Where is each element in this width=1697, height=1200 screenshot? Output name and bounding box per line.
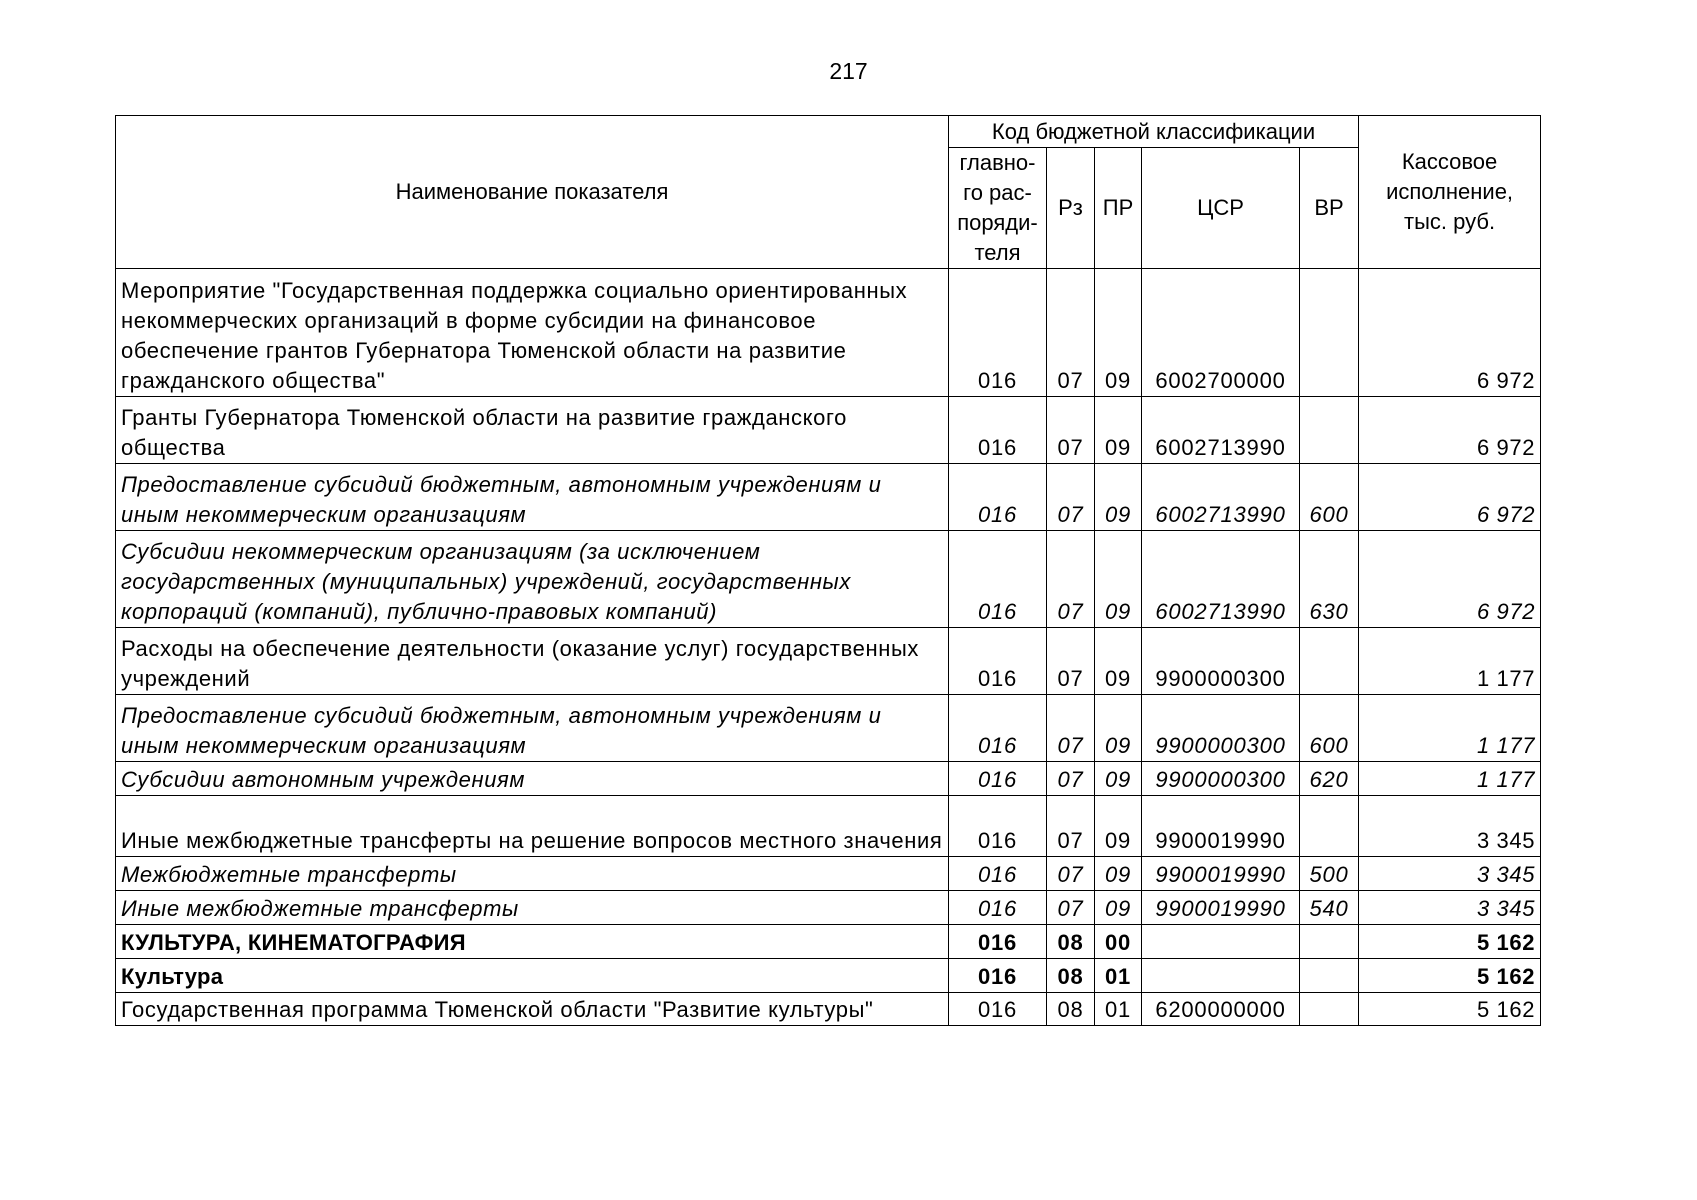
rz-code: 07 [1047, 695, 1095, 762]
vr-code: 500 [1300, 857, 1359, 891]
csr-code: 9900000300 [1142, 628, 1300, 695]
amount: 6 972 [1359, 464, 1541, 531]
header-classification-code: Код бюджетной классификации [949, 116, 1359, 148]
csr-code: 9900019990 [1142, 857, 1300, 891]
amount: 5 162 [1359, 993, 1541, 1026]
table-row [116, 925, 1541, 959]
vr-code [1300, 993, 1359, 1026]
grbs-code: 016 [949, 531, 1047, 628]
header-grbs: главно-го рас-поряди-теля [949, 148, 1047, 269]
vr-code: 630 [1300, 531, 1359, 628]
pr-code: 09 [1095, 464, 1142, 531]
row-name: Культура [116, 959, 949, 993]
table-row [116, 993, 1541, 1026]
csr-code: 6002700000 [1142, 269, 1300, 397]
csr-code: 6002713990 [1142, 531, 1300, 628]
row-name: Межбюджетные трансферты [116, 857, 949, 891]
table-row [116, 397, 1541, 464]
row-name: Субсидии некоммерческим организациям (за исключением государственных (муниципальных) учреждений, государственных корпораций (компаний), публично-правовых компаний) [116, 531, 949, 628]
csr-code: 6002713990 [1142, 464, 1300, 531]
vr-code: 540 [1300, 891, 1359, 925]
pr-code: 01 [1095, 993, 1142, 1026]
pr-code: 09 [1095, 397, 1142, 464]
grbs-code: 016 [949, 959, 1047, 993]
vr-code: 620 [1300, 762, 1359, 796]
pr-code: 00 [1095, 925, 1142, 959]
csr-code [1142, 959, 1300, 993]
amount: 3 345 [1359, 891, 1541, 925]
header-rz: Рз [1047, 148, 1095, 269]
row-name: Иные межбюджетные трансферты на решение вопросов местного значения [116, 796, 949, 857]
pr-code: 09 [1095, 762, 1142, 796]
header-row-1 [116, 116, 1541, 148]
table-row [116, 464, 1541, 531]
rz-code: 07 [1047, 857, 1095, 891]
header-name: Наименование показателя [116, 116, 949, 269]
row-name: Иные межбюджетные трансферты [116, 891, 949, 925]
budget-table [115, 115, 1541, 1026]
pr-code: 09 [1095, 857, 1142, 891]
header-amount: Кассовое исполнение, тыс. руб. [1359, 116, 1541, 269]
row-name: Государственная программа Тюменской области "Развитие культуры" [116, 993, 949, 1026]
table-body [116, 269, 1541, 1026]
rz-code: 08 [1047, 993, 1095, 1026]
page-number: 217 [829, 58, 868, 84]
amount: 1 177 [1359, 628, 1541, 695]
rz-code: 08 [1047, 925, 1095, 959]
vr-code [1300, 269, 1359, 397]
rz-code: 07 [1047, 762, 1095, 796]
rz-code: 08 [1047, 959, 1095, 993]
row-name: Расходы на обеспечение деятельности (оказание услуг) государственных учреждений [116, 628, 949, 695]
amount: 6 972 [1359, 397, 1541, 464]
grbs-code: 016 [949, 762, 1047, 796]
table-row [116, 695, 1541, 762]
table-row [116, 269, 1541, 397]
table-row [116, 796, 1541, 857]
csr-code: 6002713990 [1142, 397, 1300, 464]
csr-code: 9900000300 [1142, 762, 1300, 796]
csr-code: 9900019990 [1142, 891, 1300, 925]
pr-code: 01 [1095, 959, 1142, 993]
rz-code: 07 [1047, 397, 1095, 464]
pr-code: 09 [1095, 891, 1142, 925]
amount: 6 972 [1359, 269, 1541, 397]
vr-code [1300, 796, 1359, 857]
amount: 1 177 [1359, 762, 1541, 796]
csr-code: 6200000000 [1142, 993, 1300, 1026]
grbs-code: 016 [949, 628, 1047, 695]
pr-code: 09 [1095, 531, 1142, 628]
amount: 3 345 [1359, 796, 1541, 857]
header-pr: ПР [1095, 148, 1142, 269]
rz-code: 07 [1047, 464, 1095, 531]
table-row [116, 959, 1541, 993]
vr-code [1300, 959, 1359, 993]
pr-code: 09 [1095, 796, 1142, 857]
header-vr: ВР [1300, 148, 1359, 269]
vr-code: 600 [1300, 695, 1359, 762]
csr-code: 9900000300 [1142, 695, 1300, 762]
row-name: Гранты Губернатора Тюменской области на развитие гражданского общества [116, 397, 949, 464]
rz-code: 07 [1047, 891, 1095, 925]
pr-code: 09 [1095, 695, 1142, 762]
vr-code [1300, 925, 1359, 959]
grbs-code: 016 [949, 891, 1047, 925]
table-row [116, 628, 1541, 695]
grbs-code: 016 [949, 857, 1047, 891]
amount: 1 177 [1359, 695, 1541, 762]
rz-code: 07 [1047, 531, 1095, 628]
amount: 5 162 [1359, 925, 1541, 959]
grbs-code: 016 [949, 464, 1047, 531]
grbs-code: 016 [949, 695, 1047, 762]
grbs-code: 016 [949, 925, 1047, 959]
grbs-code: 016 [949, 796, 1047, 857]
csr-code: 9900019990 [1142, 796, 1300, 857]
amount: 6 972 [1359, 531, 1541, 628]
grbs-code: 016 [949, 993, 1047, 1026]
amount: 5 162 [1359, 959, 1541, 993]
table-row [116, 531, 1541, 628]
rz-code: 07 [1047, 628, 1095, 695]
vr-code [1300, 397, 1359, 464]
row-name: Мероприятие "Государственная поддержка социально ориентированных некоммерческих организаций в форме субсидии на финансовое обеспечение грантов Губернатора Тюменской области на развитие гражданского общества" [116, 269, 949, 397]
table-row [116, 857, 1541, 891]
table-row [116, 891, 1541, 925]
pr-code: 09 [1095, 628, 1142, 695]
csr-code [1142, 925, 1300, 959]
header-csr: ЦСР [1142, 148, 1300, 269]
row-name: Предоставление субсидий бюджетным, автономным учреждениям и иным некоммерческим организациям [116, 464, 949, 531]
rz-code: 07 [1047, 269, 1095, 397]
row-name: Субсидии автономным учреждениям [116, 762, 949, 796]
table-row [116, 762, 1541, 796]
pr-code: 09 [1095, 269, 1142, 397]
amount: 3 345 [1359, 857, 1541, 891]
vr-code: 600 [1300, 464, 1359, 531]
vr-code [1300, 628, 1359, 695]
row-name: Предоставление субсидий бюджетным, автономным учреждениям и иным некоммерческим организациям [116, 695, 949, 762]
row-name: КУЛЬТУРА, КИНЕМАТОГРАФИЯ [116, 925, 949, 959]
grbs-code: 016 [949, 397, 1047, 464]
grbs-code: 016 [949, 269, 1047, 397]
rz-code: 07 [1047, 796, 1095, 857]
